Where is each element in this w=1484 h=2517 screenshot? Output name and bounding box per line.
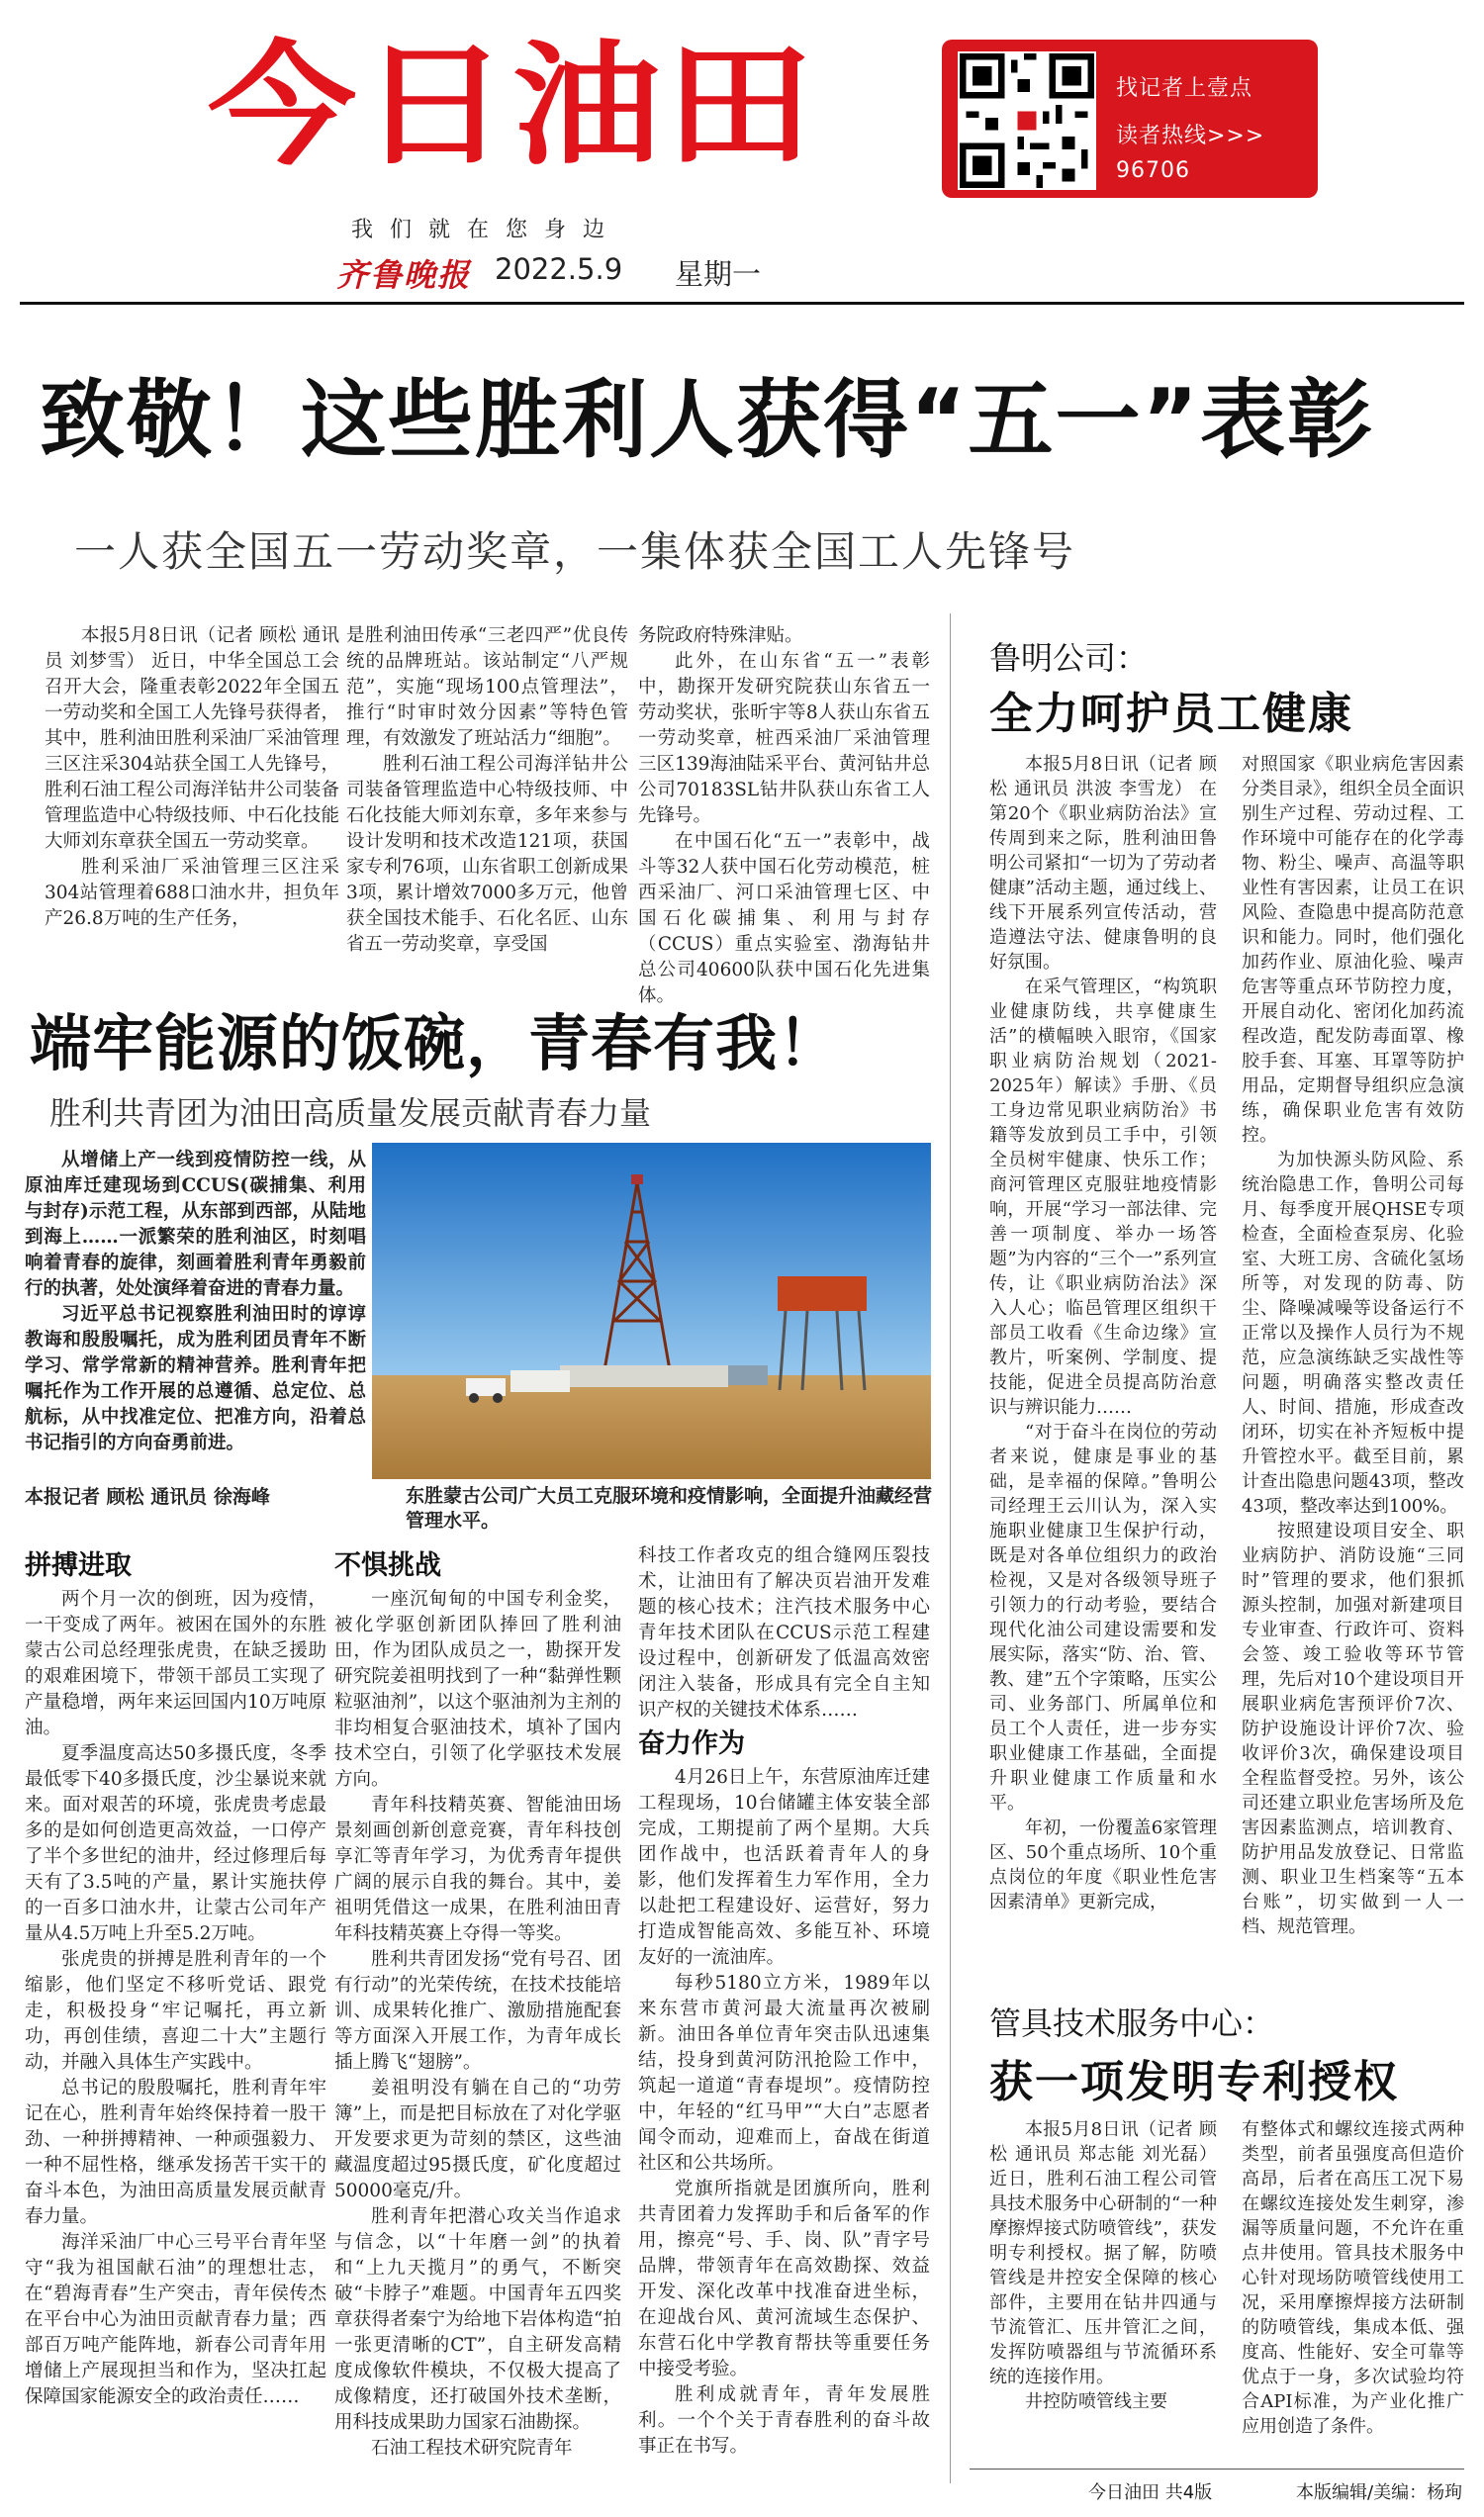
issue-weekday: 星期一	[675, 257, 762, 291]
youth-intro-paragraph: 习近平总书记视察胜利油田时的谆谆教诲和殷殷嘱托，成为胜利团员青年不断学习、常学常新的精神营养。胜利青年把嘱托作为工作开展的总遵循、总定位、总航标，从中找准定位、把准方向，沿着总书记指引的方向奋勇前进。	[25, 1304, 366, 1453]
luming-kicker: 鲁明公司：	[989, 639, 1149, 677]
youth-col-3	[638, 1543, 930, 2460]
masthead-slogan: 我们就在您身边	[351, 218, 622, 242]
youth-headline: 端牢能源的饭碗，青春有我！	[30, 1007, 841, 1079]
lead-paragraph: 务院政府特殊津贴。	[638, 625, 803, 646]
story-paragraph: 海洋采油厂中心三号平台青年坚守“我为祖国献石油”的理想壮志，在“碧海青春”生产突击，青年侯传杰在平台中心为油田贡献青春力量；西部百万吨产能阵地，新春公司青年用增储上产展现担当和作为，坚决扛起保障国家能源安全的政治责任……	[25, 2232, 326, 2407]
youth-col-1	[25, 1550, 326, 2410]
photo-caption: 东胜蒙古公司广大员工克服环境和疫情影响，全面提升油藏经营管理水平。	[406, 1485, 933, 1532]
lead-paragraph: 本报5月8日讯（记者 顾松 通讯员 刘梦雪） 近日，中华全国总工会召开大会，隆重表彰2022年全国五一劳动奖和全国工人先锋号获得者，其中，胜利油田胜利采油厂采油管理三区注采304站获全国工人先锋号，胜利石油工程公司海洋钻井公司装备管理监造中心特级技师、中石化技能大师刘东章获全国五一劳动奖章。	[45, 625, 339, 852]
luming-headline: 全力呵护员工健康	[989, 689, 1353, 739]
pipe-paragraph: 井控防喷管线主要	[1025, 2391, 1167, 2412]
section-title: 不惧挑战	[334, 1550, 441, 1581]
lead-headline: 致敬！这些胜利人获得“五一”表彰	[40, 371, 1375, 470]
lead-paragraph: 在中国石化“五一”表彰中，战斗等32人获中国石化劳动模范，桩西采油厂、河口采油管理七区、中国石化碳捕集、利用与封存（CCUS）重点实验室、渤海钻井总公司40600队获中国石化先进集体。	[638, 831, 930, 1006]
story-paragraph: 党旗所指就是团旗所向，胜利共青团着力发挥助手和后备军的作用，擦亮“号、手、岗、队”青字号品牌，带领青年在高效勘探、效益开发、深化改革中找准奋进坐标，在迎战台风、黄河流域生态保护、东营石化中学教育帮扶等重要任务中接受考验。	[638, 2179, 930, 2379]
story-paragraph: 两个月一次的倒班，因为疫情，一干变成了两年。被困在国外的东胜蒙古公司总经理张虎贵，在缺乏援助的艰难困境下，带领干部员工实现了产量稳增，两年来运回国内10万吨原油。	[25, 1589, 326, 1738]
masthead-title: 今日油田	[208, 29, 818, 184]
youth-byline: 本报记者 顾松 通讯员 徐海峰	[25, 1486, 270, 1508]
story-paragraph: 姜祖明没有躺在自己的“功劳簿”上，而是把目标放在了对化学驱开发要求更为苛刻的禁区，这些油藏温度超过95摄氏度，矿化度超过50000毫克/升。	[334, 2078, 621, 2201]
lead-col-1	[45, 623, 339, 932]
lead-col-2	[346, 623, 628, 958]
luming-paragraph: “对于奋斗在岗位的劳动者来说，健康是事业的基础，是幸福的保障。”鲁明公司经理王云川认为，深入实施职业健康卫生保护行动，既是对各单位组织力的政治检视，又是对各级领导班子引领力的行动考验，要结合现代化油公司建设需要和发展实际，落实“防、治、管、教、建”五个字策略，压实公司、业务部门、所属单位和员工个人责任，进一步夯实职业健康工作基础，全面提升职业健康工作质量和水平。	[989, 1422, 1217, 1814]
hotline-line2: 读者热线>>>	[1116, 124, 1265, 148]
pipe-col-1	[989, 2117, 1217, 2414]
section-title: 拼搏进取	[25, 1550, 132, 1581]
luming-paragraph: 为加快源头防风险、系统治隐患工作，鲁明公司每月、每季度开展QHSE专项检查，全面检查泵房、化验室、大班工房、含硫化氢场所等，对发现的防毒、防尘、降噪减噪等设备运行不正常以及操作人员行为不规范，应急演练缺乏实战性等问题，明确落实整改责任人、时间、措施，形成查改闭环，切实在补齐短板中提升管控水平。截至目前，累计查出隐患问题43项，整改43项，整改率达到100%。	[1242, 1150, 1464, 1517]
luming-col-1	[989, 752, 1217, 1914]
story-paragraph: 科技工作者攻克的组合缝网压裂技术，让油田有了解决页岩油开发难题的核心技术；注汽技术服务中心青年技术团队在CCUS示范工程建设过程中，创新研发了低温高效密闭注入装备，形成具有完全自主知识产权的关键技术体系……	[638, 1545, 930, 1721]
story-paragraph: 胜利共青团发扬“党有号召、团有行动”的光荣传统，在技术技能培训、成果转化推广、激励措施配套等方面深入开展工作，为青年成长插上腾飞“翅膀”。	[334, 1949, 621, 2073]
story-paragraph: 石油工程技术研究院青年	[371, 2438, 573, 2459]
story-paragraph: 胜利成就青年，青年发展胜利。一个个关于青春胜利的奋斗故事正在书写。	[638, 2384, 930, 2457]
pipe-paragraph: 本报5月8日讯（记者 顾松 通讯员 郑志能 刘光磊） 近日，胜利石油工程公司管具技术服务中心研制的“一种摩擦焊接式防喷管线”，获发明专利授权。据了解，防喷管线是井控安全保障的核心部件，主要用在钻井四通与节流管汇、压井管汇之间，发挥防喷器组与节流循环系统的连接作用。	[989, 2119, 1217, 2387]
story-paragraph: 青年科技精英赛、智能油田场景刻画创新创意竞赛，青年科技创享汇等青年学习，为优秀青年提供广阔的展示自我的舞台。其中，姜祖明凭借这一成果，在胜利油田青年科技精英赛上夺得一等奖。	[334, 1795, 621, 1944]
qr-code-icon[interactable]	[958, 51, 1096, 190]
luming-paragraph: 按照建设项目安全、职业病防护、消防设施“三同时”管理的要求，他们狠抓源头控制，加强对新建项目专业审查、行政许可、资料会签、竣工验收等环节管理，先后对10个建设项目开展职业病危害预评价7次、防护设施设计评价7次、验收评价3次，确保建设项目全程监督受控。另外，该公司还建立职业危害场所及危害因素监测点，培训教育、防护用品发放登记、日常监测、职业卫生档案等“五本台账”，切实做到一人一档、规范管理。	[1242, 1521, 1464, 1937]
masthead-rule	[20, 302, 1464, 305]
luming-paragraph: 年初，一份覆盖6家管理区、50个重点场所、10个重点岗位的年度《职业性危害因素清单》更新完成，	[989, 1818, 1217, 1912]
pipe-kicker: 管具技术服务中心：	[989, 2004, 1275, 2042]
footer-edition: 今日油田 共4版	[1088, 2482, 1213, 2503]
story-paragraph: 每秒5180立方米，1989年以来东营市黄河最大流量再次被刷新。油田各单位青年突击队迅速集结，投身到黄河防汛抢险工作中，筑起一道道“青春堤坝”。疫情防控中，年轻的“红马甲”“大白”志愿者闻令而动，迎难而上，奋战在街道社区和公共场所。	[638, 1973, 930, 2174]
lead-col-3	[638, 623, 930, 1009]
luming-paragraph: 在采气管理区，“构筑职业健康防线，共享健康生活”的横幅映入眼帘，《国家职业病防治规划（2021-2025年）解读》手册、《员工身边常见职业病防治》书籍等发放到员工手中，引领全员树牢健康、快乐工作；商河管理区克服驻地疫情影响，开展“学习一部法律、完善一项制度、举办一场答题”为内容的“三个一”系列宣传，让《职业病防治法》深入人心；临邑管理区组织干部员工收看《生命边缘》宣教片，听案例、学制度、提技能，促进全员提高防治意识与辨识能力……	[989, 977, 1217, 1418]
footer-rule	[970, 2469, 1464, 2470]
newspaper-logo: 齐鲁晚报	[336, 256, 472, 294]
youth-col-2	[334, 1550, 621, 2462]
lead-paragraph: 此外，在山东省“五一”表彰中，勘探开发研究院获山东省五一劳动奖状，张昕宇等8人获山东省五一劳动奖章，桩西采油厂采油管理三区139海油陆采平台、黄河钻井总公司70183SL钻井队获山东省工人先锋号。	[638, 651, 930, 826]
lead-paragraph: 胜利石油工程公司海洋钻井公司装备管理监造中心特级技师、中石化技能大师刘东章，多年来参与设计发明和技术改造121项，获国家专利76项，山东省职工创新成果3项，累计增效7000多万元，他曾获全国技术能手、石化名匠、山东省五一劳动奖章，享受国	[346, 754, 628, 955]
youth-intro	[25, 1148, 366, 1456]
lead-subhead: 一人获全国五一劳动奖章，一集体获全国工人先锋号	[74, 527, 1076, 576]
story-paragraph: 总书记的殷殷嘱托，胜利青年牢记在心，胜利青年始终保持着一股干劲、一种拼搏精神、一种顽强毅力、一种不屈性格，继承发扬苦干实干的奋斗本色，为油田高质量发展贡献青春力量。	[25, 2078, 326, 2227]
story-paragraph: 胜利青年把潜心攻关当作追求与信念，以“十年磨一剑”的执着和“上九天揽月”的勇气，不断突破“卡脖子”难题。中国青年五四奖章获得者秦宁为给地下岩体构造“拍一张更清晰的CT”，自主研发高精度成像软件模块，不仅极大提高了成像精度，还打破国外技术垄断，用科技成果助力国家石油勘探。	[334, 2206, 621, 2433]
oilfield-photo	[372, 1143, 931, 1479]
youth-subhead: 胜利共青团为油田高质量发展贡献青春力量	[49, 1094, 652, 1132]
pipe-col-2	[1242, 2117, 1464, 2439]
hotline-line1: 找记者上壹点	[1116, 76, 1253, 101]
youth-intro-paragraph: 从增储上产一线到疫情防控一线，从原油库迁建现场到CCUS(碳捕集、利用与封存)示范工程，从东部到西部，从陆地到海上……一派繁荣的胜利油区，时刻唱响着青春的旋律，刻画着胜利青年勇毅前行的执著，处处演绎着奋进的青春力量。	[25, 1150, 366, 1299]
pipe-headline: 获一项发明专利授权	[989, 2057, 1399, 2107]
footer-editor: 本版编辑/美编：杨珣	[1296, 2482, 1463, 2503]
story-paragraph: 夏季温度高达50多摄氏度，冬季最低零下40多摄氏度，沙尘暴说来就来。面对艰苦的环境，张虎贵考虑最多的是如何创造更高效益，一口停产了半个多世纪的油井，经过修理后每天有了3.5吨的产量，累计实施扶停的一百多口油水井，让蒙古公司年产量从4.5万吨上升至5.2万吨。	[25, 1743, 326, 1944]
story-paragraph: 4月26日上午，东营原油库迁建工程现场，10台储罐主体安装全部完成，工期提前了两个星期。大兵团作战中，也活跃着青年人的身影，他们发挥着生力军作用，全力以赴把工程建设好、运营好，努力打造成智能高效、多能互补、环境友好的一流油库。	[638, 1767, 930, 1968]
pipe-paragraph: 有整体式和螺纹连接式两种类型，前者虽强度高但造价高昂，后者在高压工况下易在螺纹连接处发生刺穿，渗漏等质量问题，不允许在重点井使用。管具技术服务中心针对现场防喷管线使用工况，采用摩擦焊接方法研制的防喷管线，集成本低、强度高、性能好、安全可靠等优点于一身，多次试验均符合API标准，为产业化推广应用创造了条件。	[1242, 2119, 1464, 2437]
story-paragraph: 张虎贵的拼搏是胜利青年的一个缩影，他们坚定不移听党话、跟党走，积极投身“牢记嘱托，再立新功，再创佳绩，喜迎二十大”主题行动，并融入具体生产实践中。	[25, 1949, 326, 2073]
hotline-number[interactable]: 96706	[1116, 158, 1190, 183]
column-divider	[950, 613, 951, 2483]
issue-date: 2022.5.9	[495, 252, 623, 286]
lead-paragraph: 是胜利油田传承“三老四严”优良传统的品牌班站。该站制定“八严规范”，实施“现场100点管理法”，推行“时审时效分因素”等特色管理，有效激发了班站活力“细胞”。	[346, 625, 628, 749]
story-paragraph: 一座沉甸甸的中国专利金奖，被化学驱创新团队捧回了胜利油田，作为团队成员之一，勘探开发研究院姜祖明找到了一种“黏弹性颗粒驱油剂”，以这个驱油剂为主剂的非均相复合驱油技术，填补了国内技术空白，引领了化学驱技术发展方向。	[334, 1589, 621, 1790]
section-title: 奋力作为	[638, 1728, 745, 1759]
luming-paragraph: 本报5月8日讯（记者 顾松 通讯员 洪波 李雪龙） 在第20个《职业病防治法》宣传周到来之际，胜利油田鲁明公司紧扣“一切为了劳动者健康”活动主题，通过线上、线下开展系列宣传活动，营造遵法守法、健康鲁明的良好氛围。	[989, 754, 1217, 973]
lead-paragraph: 胜利采油厂采油管理三区注采304站管理着688口油水井，担负年产26.8万吨的生产任务，	[45, 857, 339, 929]
luming-paragraph: 对照国家《职业病危害因素分类目录》，组织全员全面识别生产过程、劳动过程、工作环境中可能存在的化学毒物、粉尘、噪声、高温等职业性有害因素，让员工在识风险、查隐患中提高防范意识和能力。同时，他们强化加药作业、原油化验、噪声危害等重点环节防控力度，开展自动化、密闭化加药流程改造，配发防毒面罩、橡胶手套、耳塞、耳罩等防护用品，定期督导组织应急演练，确保职业危害有效防控。	[1242, 754, 1464, 1146]
luming-col-2	[1242, 752, 1464, 1939]
